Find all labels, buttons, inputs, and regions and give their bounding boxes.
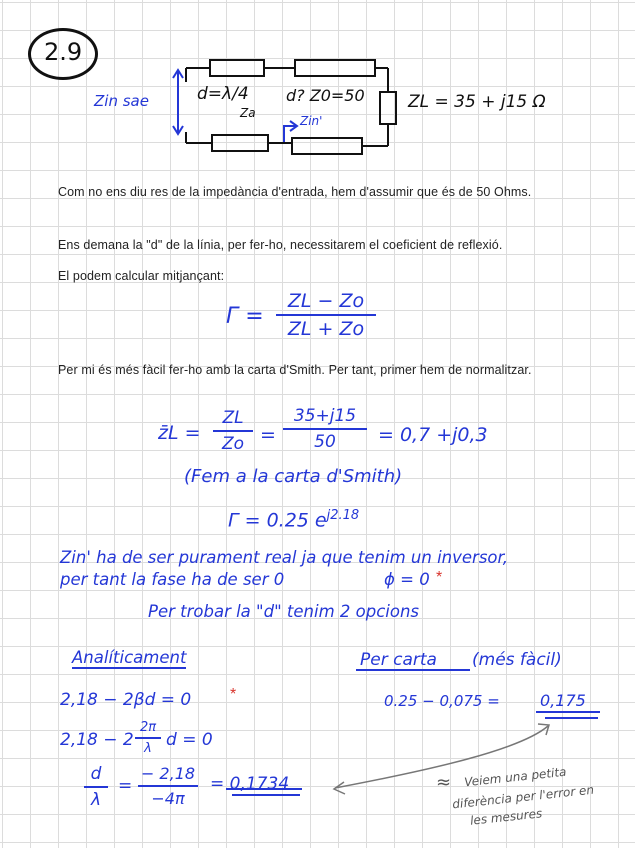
gamma-result-base: Γ = 0.25 e [228,509,327,532]
chart-equation: 0.25 − 0,075 = [384,692,500,710]
smith-chart-note: (Fem a la carta d'Smith) [184,466,403,487]
gamma-result-exponent: j2.18 [326,508,360,523]
analytic-eq3-frac2-num: − 2,18 [140,764,196,783]
analytic-eq3-frac-num: d [90,764,102,784]
problem-number: 2.9 [44,38,83,66]
gamma-formula-denominator: ZL + Zo [287,318,365,340]
note-line-2: per tant la fase ha de ser 0 [60,570,285,589]
paragraph-input-impedance: Com no ens diu res de la impedància d'entrada, hem d'assumir que és de 50 Ohms. [58,185,532,199]
chart-heading: Per carta [360,650,437,670]
comparison-line-2: diferència per l'error en [451,782,595,812]
analytic-eq3-result: = 0,1734 [210,774,290,794]
analytic-eq3-frac-den: λ [90,790,102,810]
analytic-eq2-frac-den: λ [144,741,152,756]
paragraph-reflection-coefficient: Ens demana la "d" de la línia, per fer-ho, necessitarem el coeficient de reflexió. [58,238,503,252]
zin-prime-label: Zin' [300,114,323,128]
normalize-lhs: z̄L = [158,422,201,444]
note-options: Per trobar la "d" tenim 2 opcions [148,602,420,621]
paragraph-normalize: Per mi és més fàcil fer-ho amb la carta d'Smith. Per tant, primer hem de normalitzar. [58,363,532,377]
normalize-fraction-2 [283,406,367,452]
analytic-eq2-frac-num: 2π [139,720,157,735]
note-line-1: Zin' ha de ser purament real ja que tenim un inversor, [60,548,509,567]
analytic-eq3-fraction-2 [138,764,198,808]
chart-result: 0,175 [540,691,586,710]
normalize-frac2-den: 50 [314,432,336,452]
analytic-eq1: 2,18 − 2βd = 0 [60,690,192,710]
chart-heading-note: (més fàcil) [472,650,562,670]
line-impedance-label: Za [240,106,256,120]
gamma-formula-lhs: Γ = [226,304,264,329]
analytic-heading: Analíticament [72,648,187,667]
analytic-eq3-equals: = [118,776,133,796]
normalize-equals: = [260,424,276,446]
analytic-eq2-right: d = 0 [166,730,213,750]
note-phase: ϕ = 0 [384,570,430,589]
gamma-result [228,508,359,531]
zin-label: Zin sae [94,92,149,110]
analytic-eq1-asterisk: * [230,686,237,703]
analytic-eq3-fraction-1 [84,764,108,810]
line-length-label: d=λ/4 [197,84,249,104]
gamma-formula-numerator: ZL − Zo [287,290,365,312]
comparison-symbol: ≈ [436,772,452,793]
normalize-frac1-den: Zo [221,434,245,454]
analytic-eq2-fraction [135,720,161,756]
normalize-frac2-num: 35+j15 [293,406,357,426]
load-impedance-label: ZL = 35 + j15 Ω [408,92,546,112]
gamma-formula-fraction [276,290,376,340]
comparison-line-1: Veiem una petita [463,764,568,790]
analytic-eq2-left: 2,18 − 2 [60,730,134,750]
normalize-frac1-num: ZL [222,408,244,428]
note-phase-asterisk: * [436,569,443,586]
comparison-line-3: les mesures [469,806,543,828]
normalize-result: = 0,7 +j0,3 [378,424,488,446]
unknown-length-label: d? Z0=50 [286,86,365,105]
normalize-fraction-1 [213,408,253,454]
paragraph-calculation: El podem calcular mitjançant: [58,269,225,283]
analytic-eq3-frac2-den: −4π [151,789,185,808]
